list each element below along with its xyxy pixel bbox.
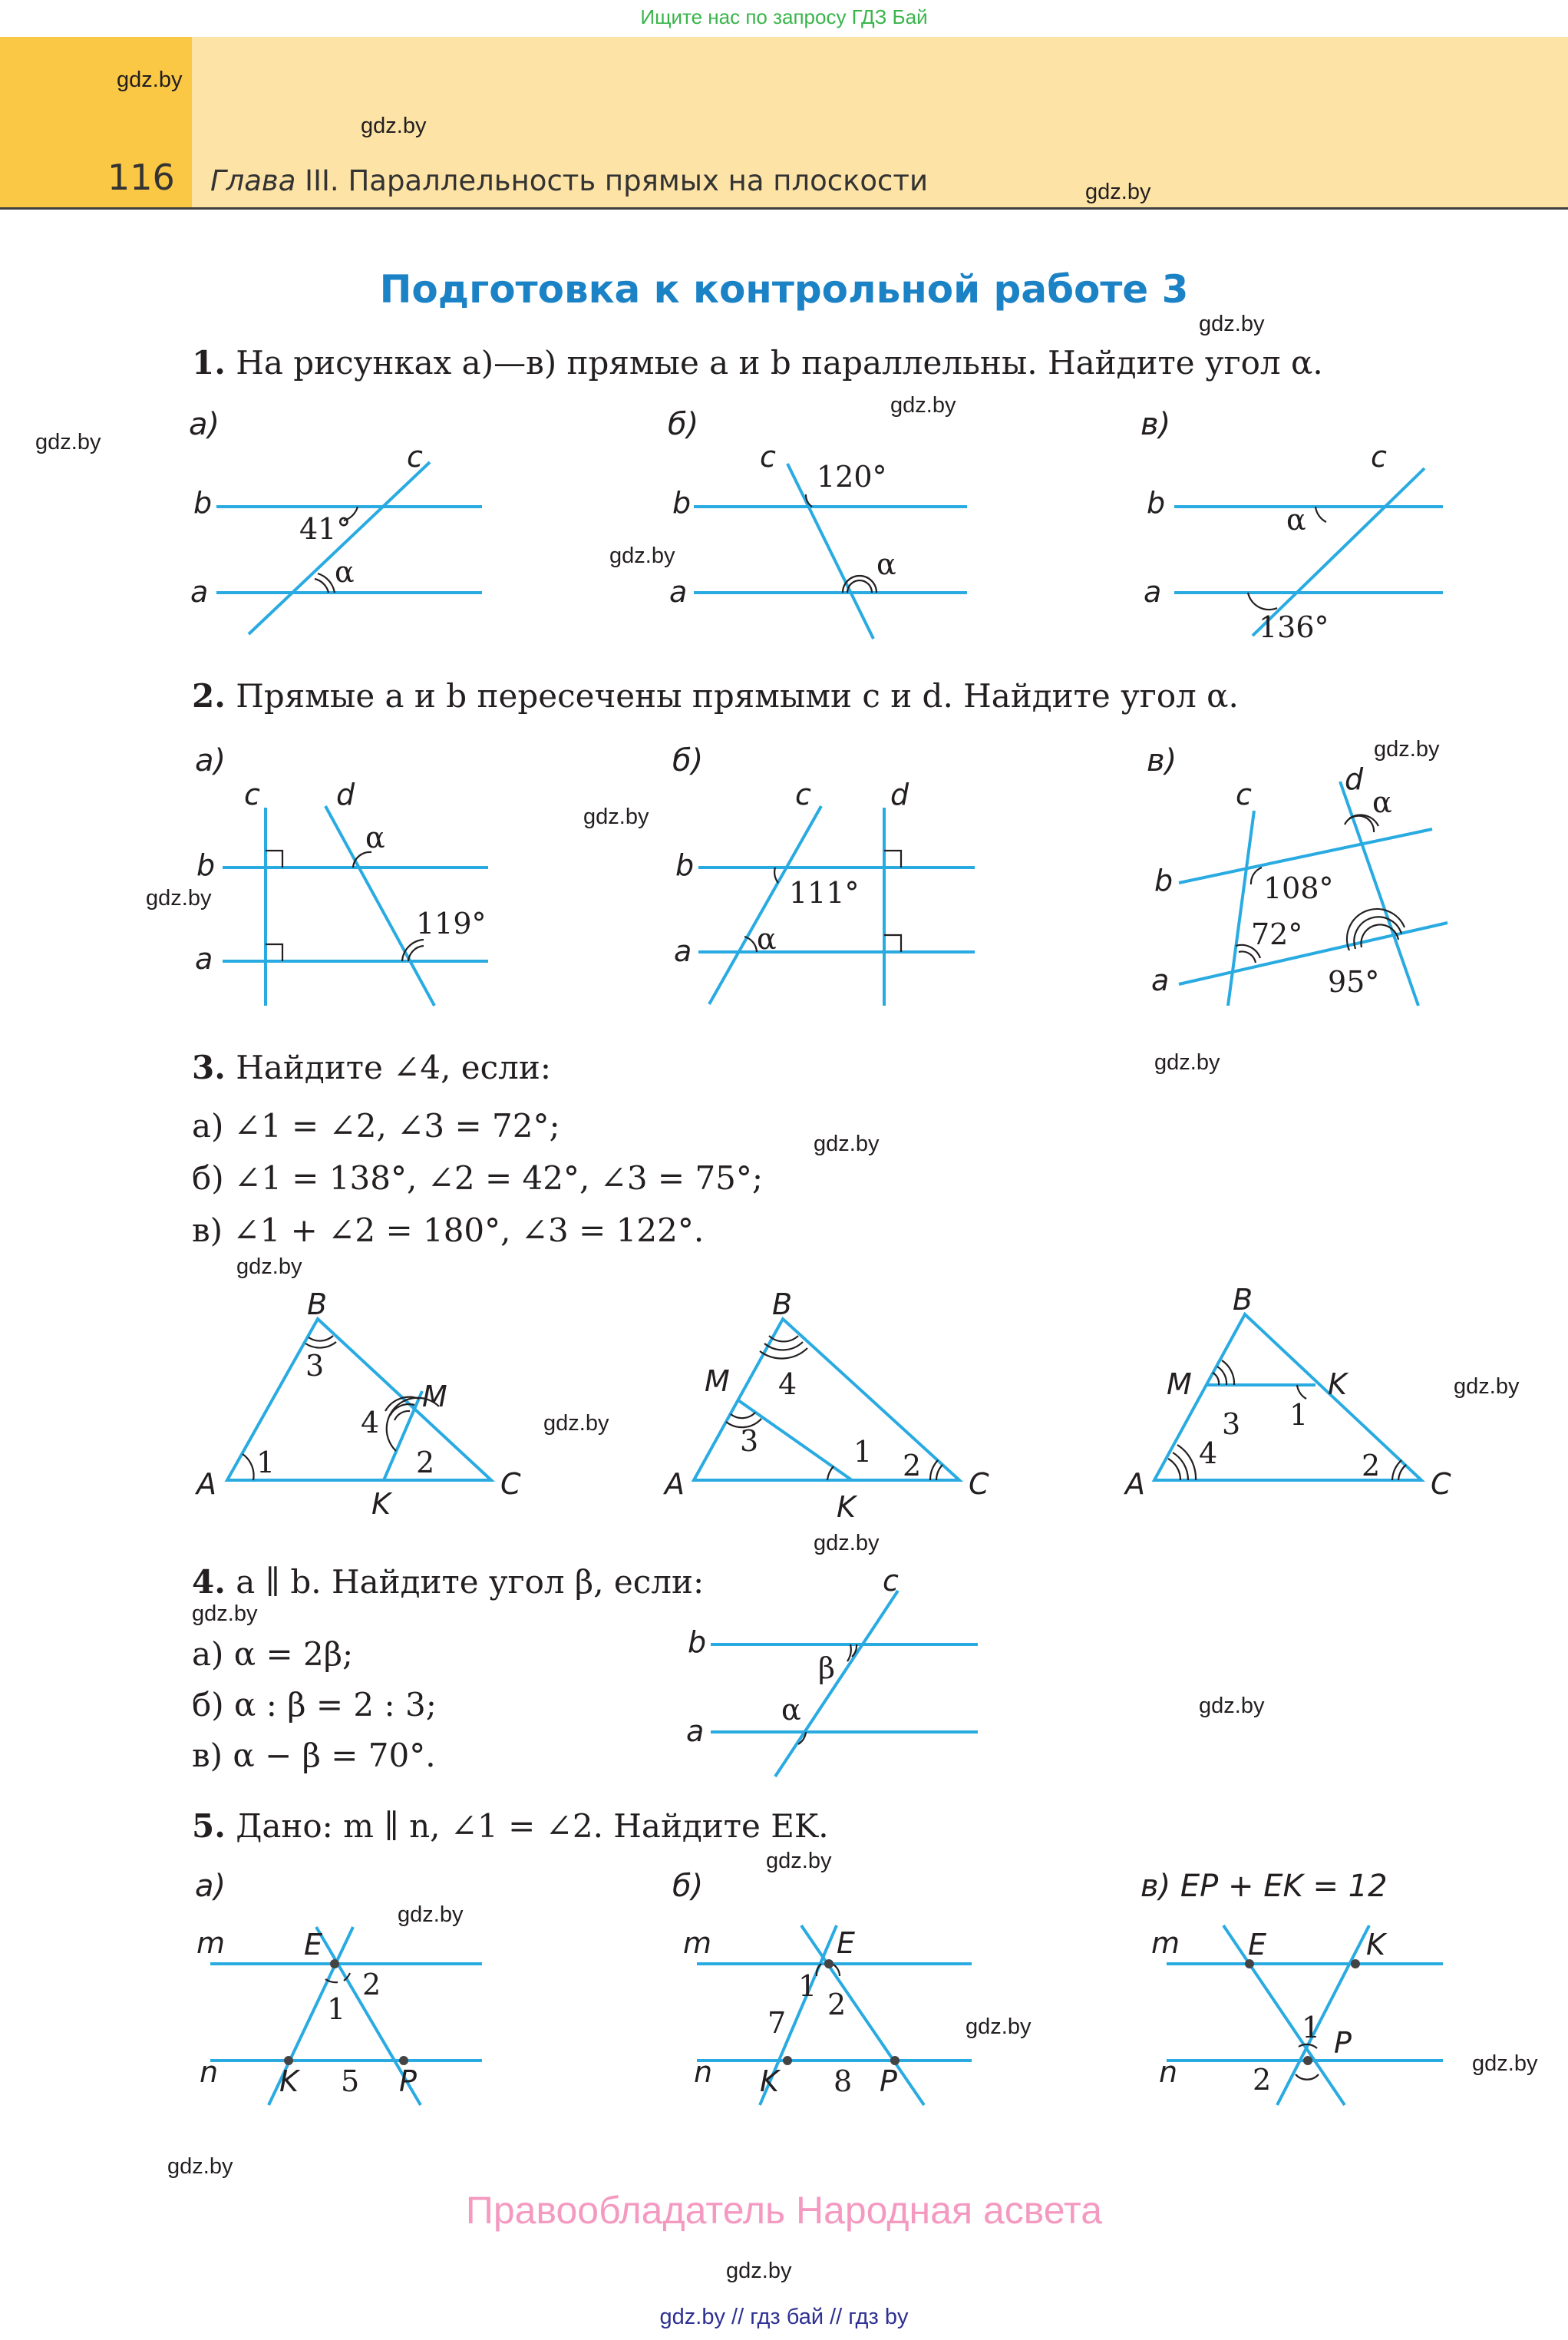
label-b: b xyxy=(1154,864,1174,897)
right-angle-mark xyxy=(266,944,282,961)
angle-num-4: 4 xyxy=(778,1367,797,1401)
angle-arc xyxy=(1315,507,1326,522)
figure-2v xyxy=(1151,762,1448,1006)
chapter-name: III. Параллельность прямых на плоскости xyxy=(295,164,928,197)
label-a: a xyxy=(686,1714,705,1748)
label-E: E xyxy=(837,1926,856,1960)
label-M: M xyxy=(422,1380,447,1413)
watermark: gdz.by xyxy=(543,1411,609,1436)
label-M: M xyxy=(1167,1367,1192,1401)
angle-arc xyxy=(1248,593,1277,610)
figure-1b xyxy=(669,440,967,639)
label-alpha: α xyxy=(1286,503,1306,537)
label-alpha: α xyxy=(757,922,777,956)
angle-arc-1 xyxy=(827,1466,834,1480)
task-4-item: в) α − β = 70°. xyxy=(192,1737,436,1774)
chapter-word: Глава xyxy=(210,164,296,197)
point-E xyxy=(824,1959,834,1968)
label-B: B xyxy=(1233,1283,1253,1317)
angle-num-1: 1 xyxy=(798,1969,817,2003)
angle-arc-2 xyxy=(1296,2074,1319,2080)
sub-label: в) xyxy=(1147,743,1177,778)
label-E: E xyxy=(1248,1928,1267,1962)
label-K: K xyxy=(371,1487,391,1521)
label-alpha: α xyxy=(781,1693,801,1727)
label-K: K xyxy=(279,2064,299,2098)
angle-num-4: 4 xyxy=(361,1406,380,1439)
page-number: 116 xyxy=(107,157,175,198)
copyright-holder: Правообладатель Народная асвета xyxy=(465,2189,1103,2232)
label-d: d xyxy=(336,778,355,811)
sub-label: б) xyxy=(672,743,704,778)
label-d: d xyxy=(890,778,909,811)
sub-label: а) xyxy=(195,1869,226,1904)
label-E: E xyxy=(304,1928,323,1962)
angle-value: 136° xyxy=(1259,610,1329,644)
label-b: b xyxy=(196,848,216,882)
watermark: gdz.by xyxy=(1472,2051,1538,2076)
label-C: C xyxy=(1431,1467,1451,1501)
line-ep xyxy=(1223,1925,1345,2105)
sub-label: а) xyxy=(195,743,226,778)
label-a: a xyxy=(195,942,213,976)
label-C: C xyxy=(500,1467,521,1501)
angle-value: 111° xyxy=(789,876,860,910)
angle-arc-1 xyxy=(243,1454,254,1480)
figure-3v xyxy=(1123,1283,1451,1501)
point-K xyxy=(1351,1959,1360,1968)
task-3-item: б) ∠1 = 138°, ∠2 = 42°, ∠3 = 75°; xyxy=(192,1159,764,1197)
task-text: Найдите ∠4, если: xyxy=(225,1049,551,1086)
angle-arc xyxy=(402,940,424,961)
watermark: gdz.by xyxy=(236,1254,302,1279)
sub-label: в) xyxy=(1141,407,1171,442)
task-number: 4. xyxy=(192,1563,226,1601)
task-number: 2. xyxy=(192,677,226,715)
task-text: Прямые a и b пересечены прямыми c и d. Найдите угол α. xyxy=(225,677,1239,715)
figure-1a xyxy=(190,440,482,634)
watermark: gdz.by xyxy=(966,2014,1032,2039)
sub-label: в) EP + EK = 12 xyxy=(1141,1869,1388,1904)
figure-5b xyxy=(683,1925,972,2105)
line-c xyxy=(249,462,430,634)
label-c: c xyxy=(760,440,776,474)
label-c: c xyxy=(1236,778,1252,811)
angle-num-2: 2 xyxy=(362,1968,381,2001)
right-angle-mark xyxy=(884,851,901,868)
label-alpha: α xyxy=(876,547,896,581)
task-number: 3. xyxy=(192,1049,226,1086)
angle-num-2: 2 xyxy=(827,1988,847,2021)
angle-num-2: 2 xyxy=(1362,1449,1381,1482)
label-c: c xyxy=(244,778,260,811)
label-beta: β xyxy=(818,1651,835,1685)
watermark: gdz.by xyxy=(192,1601,258,1626)
segment-length: 7 xyxy=(767,2006,787,2040)
label-K: K xyxy=(837,1490,856,1524)
label-b: b xyxy=(688,1625,707,1659)
task-text: Дано: m ∥ n, ∠1 = ∠2. Найдите EK. xyxy=(225,1807,829,1845)
watermark: gdz.by xyxy=(583,805,649,829)
label-c: c xyxy=(883,1564,899,1598)
figure-2b xyxy=(674,778,975,1006)
figure-1v xyxy=(1144,440,1443,644)
label-c: c xyxy=(407,440,423,474)
triangle-abc xyxy=(1154,1314,1421,1480)
right-angle-mark xyxy=(266,851,282,868)
angle-num-1: 1 xyxy=(853,1435,873,1469)
label-b: b xyxy=(1147,486,1166,520)
angle-arc-3 xyxy=(305,1336,336,1348)
watermark: gdz.by xyxy=(726,2259,792,2283)
angle-value: 41° xyxy=(299,512,352,546)
watermark: gdz.by xyxy=(146,886,212,911)
point-K xyxy=(783,2056,792,2065)
label-c: c xyxy=(1371,440,1387,474)
angle-num-1: 1 xyxy=(327,1992,346,2026)
sub-label: б) xyxy=(668,407,699,442)
footer-links[interactable]: gdz.by // гдз бай // гдз by xyxy=(659,2305,909,2329)
figure-3b xyxy=(662,1287,989,1524)
angle-num-1: 1 xyxy=(1289,1398,1309,1432)
line-c xyxy=(1228,811,1254,1006)
label-M: M xyxy=(705,1364,730,1398)
figure-2a xyxy=(195,778,488,1006)
watermark: gdz.by xyxy=(814,1132,880,1156)
angle-num-2: 2 xyxy=(903,1449,922,1482)
watermark: gdz.by xyxy=(1374,737,1440,762)
point-P xyxy=(1303,2056,1312,2065)
segment-length: 8 xyxy=(834,2064,853,2098)
task-4-item: б) α : β = 2 : 3; xyxy=(192,1686,437,1724)
angle-num-4: 4 xyxy=(1199,1436,1218,1470)
angle-arc xyxy=(1251,868,1262,884)
angle-value: 119° xyxy=(416,907,487,940)
watermark: gdz.by xyxy=(361,114,427,138)
watermark: gdz.by xyxy=(1199,312,1265,336)
label-n: n xyxy=(694,2055,713,2089)
label-K: K xyxy=(1366,1928,1385,1962)
figure-5v xyxy=(1151,1925,1443,2105)
label-B: B xyxy=(307,1287,328,1321)
angle-value: 95° xyxy=(1328,965,1380,999)
line-c xyxy=(775,1591,898,1776)
figure-5a xyxy=(196,1926,482,2105)
watermark: gdz.by xyxy=(167,2154,233,2179)
line-ep xyxy=(801,1925,924,2105)
label-c: c xyxy=(795,778,811,811)
sub-label: б) xyxy=(672,1869,704,1904)
top-search-hint: Ищите нас по запросу ГДЗ Бай xyxy=(640,5,928,28)
label-b: b xyxy=(193,486,213,520)
line-ek xyxy=(1277,1925,1369,2105)
segment-length: 5 xyxy=(341,2064,360,2098)
label-d: d xyxy=(1345,762,1364,796)
label-a: a xyxy=(1151,963,1170,997)
sub-label: а) xyxy=(189,407,220,442)
figure-4 xyxy=(686,1564,978,1776)
watermark: gdz.by xyxy=(814,1531,880,1555)
label-a: a xyxy=(669,575,688,609)
watermark: gdz.by xyxy=(766,1849,832,1873)
angle-arc xyxy=(315,573,335,593)
watermark: gdz.by xyxy=(1199,1694,1265,1718)
angle-num-3: 3 xyxy=(1222,1407,1241,1441)
label-b: b xyxy=(672,486,692,520)
angle-num-2: 2 xyxy=(416,1446,435,1479)
watermark: gdz.by xyxy=(35,430,101,454)
watermark: gdz.by xyxy=(398,1902,464,1927)
label-K: K xyxy=(760,2064,779,2098)
label-P: P xyxy=(880,2064,897,2098)
label-B: B xyxy=(772,1287,793,1321)
label-A: A xyxy=(1125,1467,1145,1501)
label-m: m xyxy=(683,1926,712,1960)
angle-arc-3 xyxy=(1213,1360,1234,1385)
task-text: a ∥ b. Найдите угол β, если: xyxy=(225,1563,705,1601)
angle-value: 120° xyxy=(817,460,887,494)
watermark: gdz.by xyxy=(117,68,183,92)
angle-num-1: 1 xyxy=(1302,2011,1321,2044)
label-K: K xyxy=(1328,1367,1347,1401)
right-angle-mark xyxy=(884,935,901,952)
figure-3a xyxy=(194,1287,521,1521)
label-A: A xyxy=(196,1467,216,1501)
angle-num-1: 1 xyxy=(256,1446,276,1479)
point-E xyxy=(330,1959,339,1968)
task-text: На рисунках а)—в) прямые a и b параллельны. Найдите угол α. xyxy=(225,344,1323,382)
label-n: n xyxy=(200,2055,219,2089)
watermark: gdz.by xyxy=(1454,1374,1520,1399)
page-title: Подготовка к контрольной работе 3 xyxy=(379,267,1189,312)
watermark: gdz.by xyxy=(890,393,956,418)
label-m: m xyxy=(196,1926,226,1960)
watermark: gdz.by xyxy=(1085,180,1151,204)
task-3-item: а) ∠1 = ∠2, ∠3 = 72°; xyxy=(192,1107,560,1145)
task-3-item: в) ∠1 + ∠2 = 180°, ∠3 = 122°. xyxy=(192,1211,705,1249)
angle-num-3: 3 xyxy=(740,1424,759,1458)
angle-num-2: 2 xyxy=(1253,2063,1272,2097)
watermark: gdz.by xyxy=(609,544,675,568)
label-alpha: α xyxy=(335,555,355,589)
label-b: b xyxy=(675,848,695,882)
angle-value: 108° xyxy=(1263,871,1334,905)
label-P: P xyxy=(399,2064,417,2098)
angle-arc-1 xyxy=(1297,1385,1306,1399)
label-m: m xyxy=(1151,1926,1180,1960)
watermark: gdz.by xyxy=(1154,1050,1220,1075)
label-P: P xyxy=(1334,2026,1352,2060)
label-n: n xyxy=(1159,2055,1178,2089)
label-a: a xyxy=(1144,575,1162,609)
label-a: a xyxy=(190,575,209,609)
angle-num-3: 3 xyxy=(305,1349,325,1383)
label-alpha: α xyxy=(365,821,385,854)
label-A: A xyxy=(665,1467,685,1501)
label-alpha: α xyxy=(1372,785,1392,819)
task-number: 5. xyxy=(192,1807,226,1845)
task-4-item: а) α = 2β; xyxy=(192,1635,354,1673)
label-a: a xyxy=(674,934,692,968)
task-number: 1. xyxy=(192,344,226,382)
angle-value: 72° xyxy=(1251,917,1303,951)
label-C: C xyxy=(969,1467,989,1501)
